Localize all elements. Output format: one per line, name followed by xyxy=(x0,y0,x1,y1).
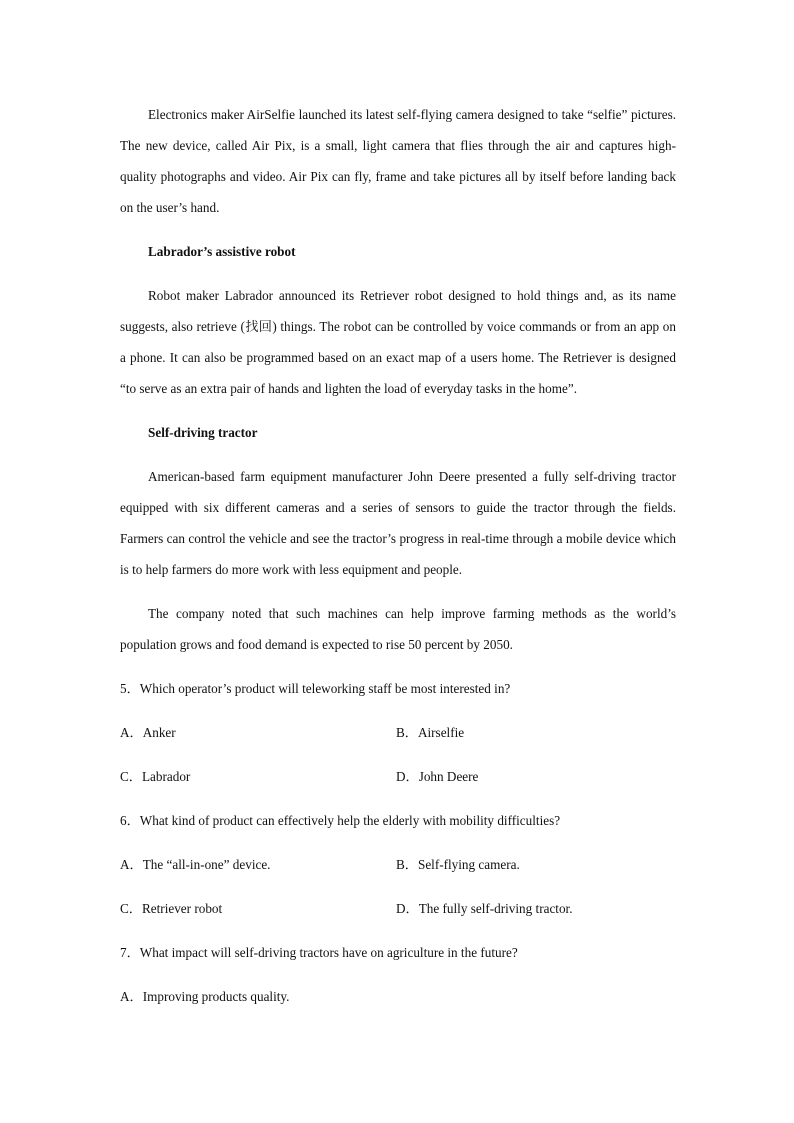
question-5-option-c: C．Labrador xyxy=(120,769,191,784)
paragraph-company-note: The company noted that such machines can help improve farming methods as the world’s population grows and food demand is expected to rise 50 percent by 2050. xyxy=(120,606,676,652)
question-6-option-c: C．Retriever robot xyxy=(120,901,223,916)
question-7-options-row-1 xyxy=(120,981,676,1012)
heading-tractor: Self-driving tractor xyxy=(148,425,258,440)
question-5-option-d: D．John Deere xyxy=(396,769,479,784)
question-6-option-b: B．Self-flying camera. xyxy=(396,857,520,872)
question-7-stem: 7．What impact will self-driving tractors have on agriculture in the future? xyxy=(120,945,518,960)
document-page xyxy=(120,99,676,1025)
question-6-options-row-2 xyxy=(120,893,676,924)
question-5-options-row-2 xyxy=(120,761,676,792)
question-5-option-a: A．Anker xyxy=(120,725,176,740)
question-6-stem: 6．What kind of product can effectively help the elderly with mobility difficulties? xyxy=(120,813,561,828)
paragraph-labrador: Robot maker Labrador announced its Retriever robot designed to hold things and, as its name suggests, also retrieve (找回) things. The robot can be controlled by voice commands or from an app on a phone. It can also be programmed based on an exact map of a users home. The Retriever is designed “to serve as an extra pair of hands and lighten the load of everyday tasks in the home”. xyxy=(120,288,676,396)
question-6-options-row-1 xyxy=(120,849,676,880)
heading-labrador: Labrador’s assistive robot xyxy=(148,244,296,259)
question-5-option-b: B．Airselfie xyxy=(396,725,465,740)
question-7-option-a: A．Improving products quality. xyxy=(120,989,290,1004)
question-6-option-d: D．The fully self-driving tractor. xyxy=(396,901,573,916)
question-6-option-a: A．The “all-in-one” device. xyxy=(120,857,271,872)
paragraph-tractor: American-based farm equipment manufacturer John Deere presented a fully self-driving tractor equipped with six different cameras and a series of sensors to guide the tractor through the fields. Farmers can control the vehicle and see the tractor’s progress in real-time through a mobile device which is to help farmers do more work with less equipment and people. xyxy=(120,469,676,577)
question-5-stem: 5．Which operator’s product will teleworking staff be most interested in? xyxy=(120,681,511,696)
paragraph-airselfie: Electronics maker AirSelfie launched its latest self-flying camera designed to take “selfie” pictures. The new device, called Air Pix, is a small, light camera that flies through the air and captures high-quality photographs and video. Air Pix can fly, frame and take pictures all by itself before landing back on the user’s hand. xyxy=(120,107,676,215)
question-5-options-row-1 xyxy=(120,717,676,748)
